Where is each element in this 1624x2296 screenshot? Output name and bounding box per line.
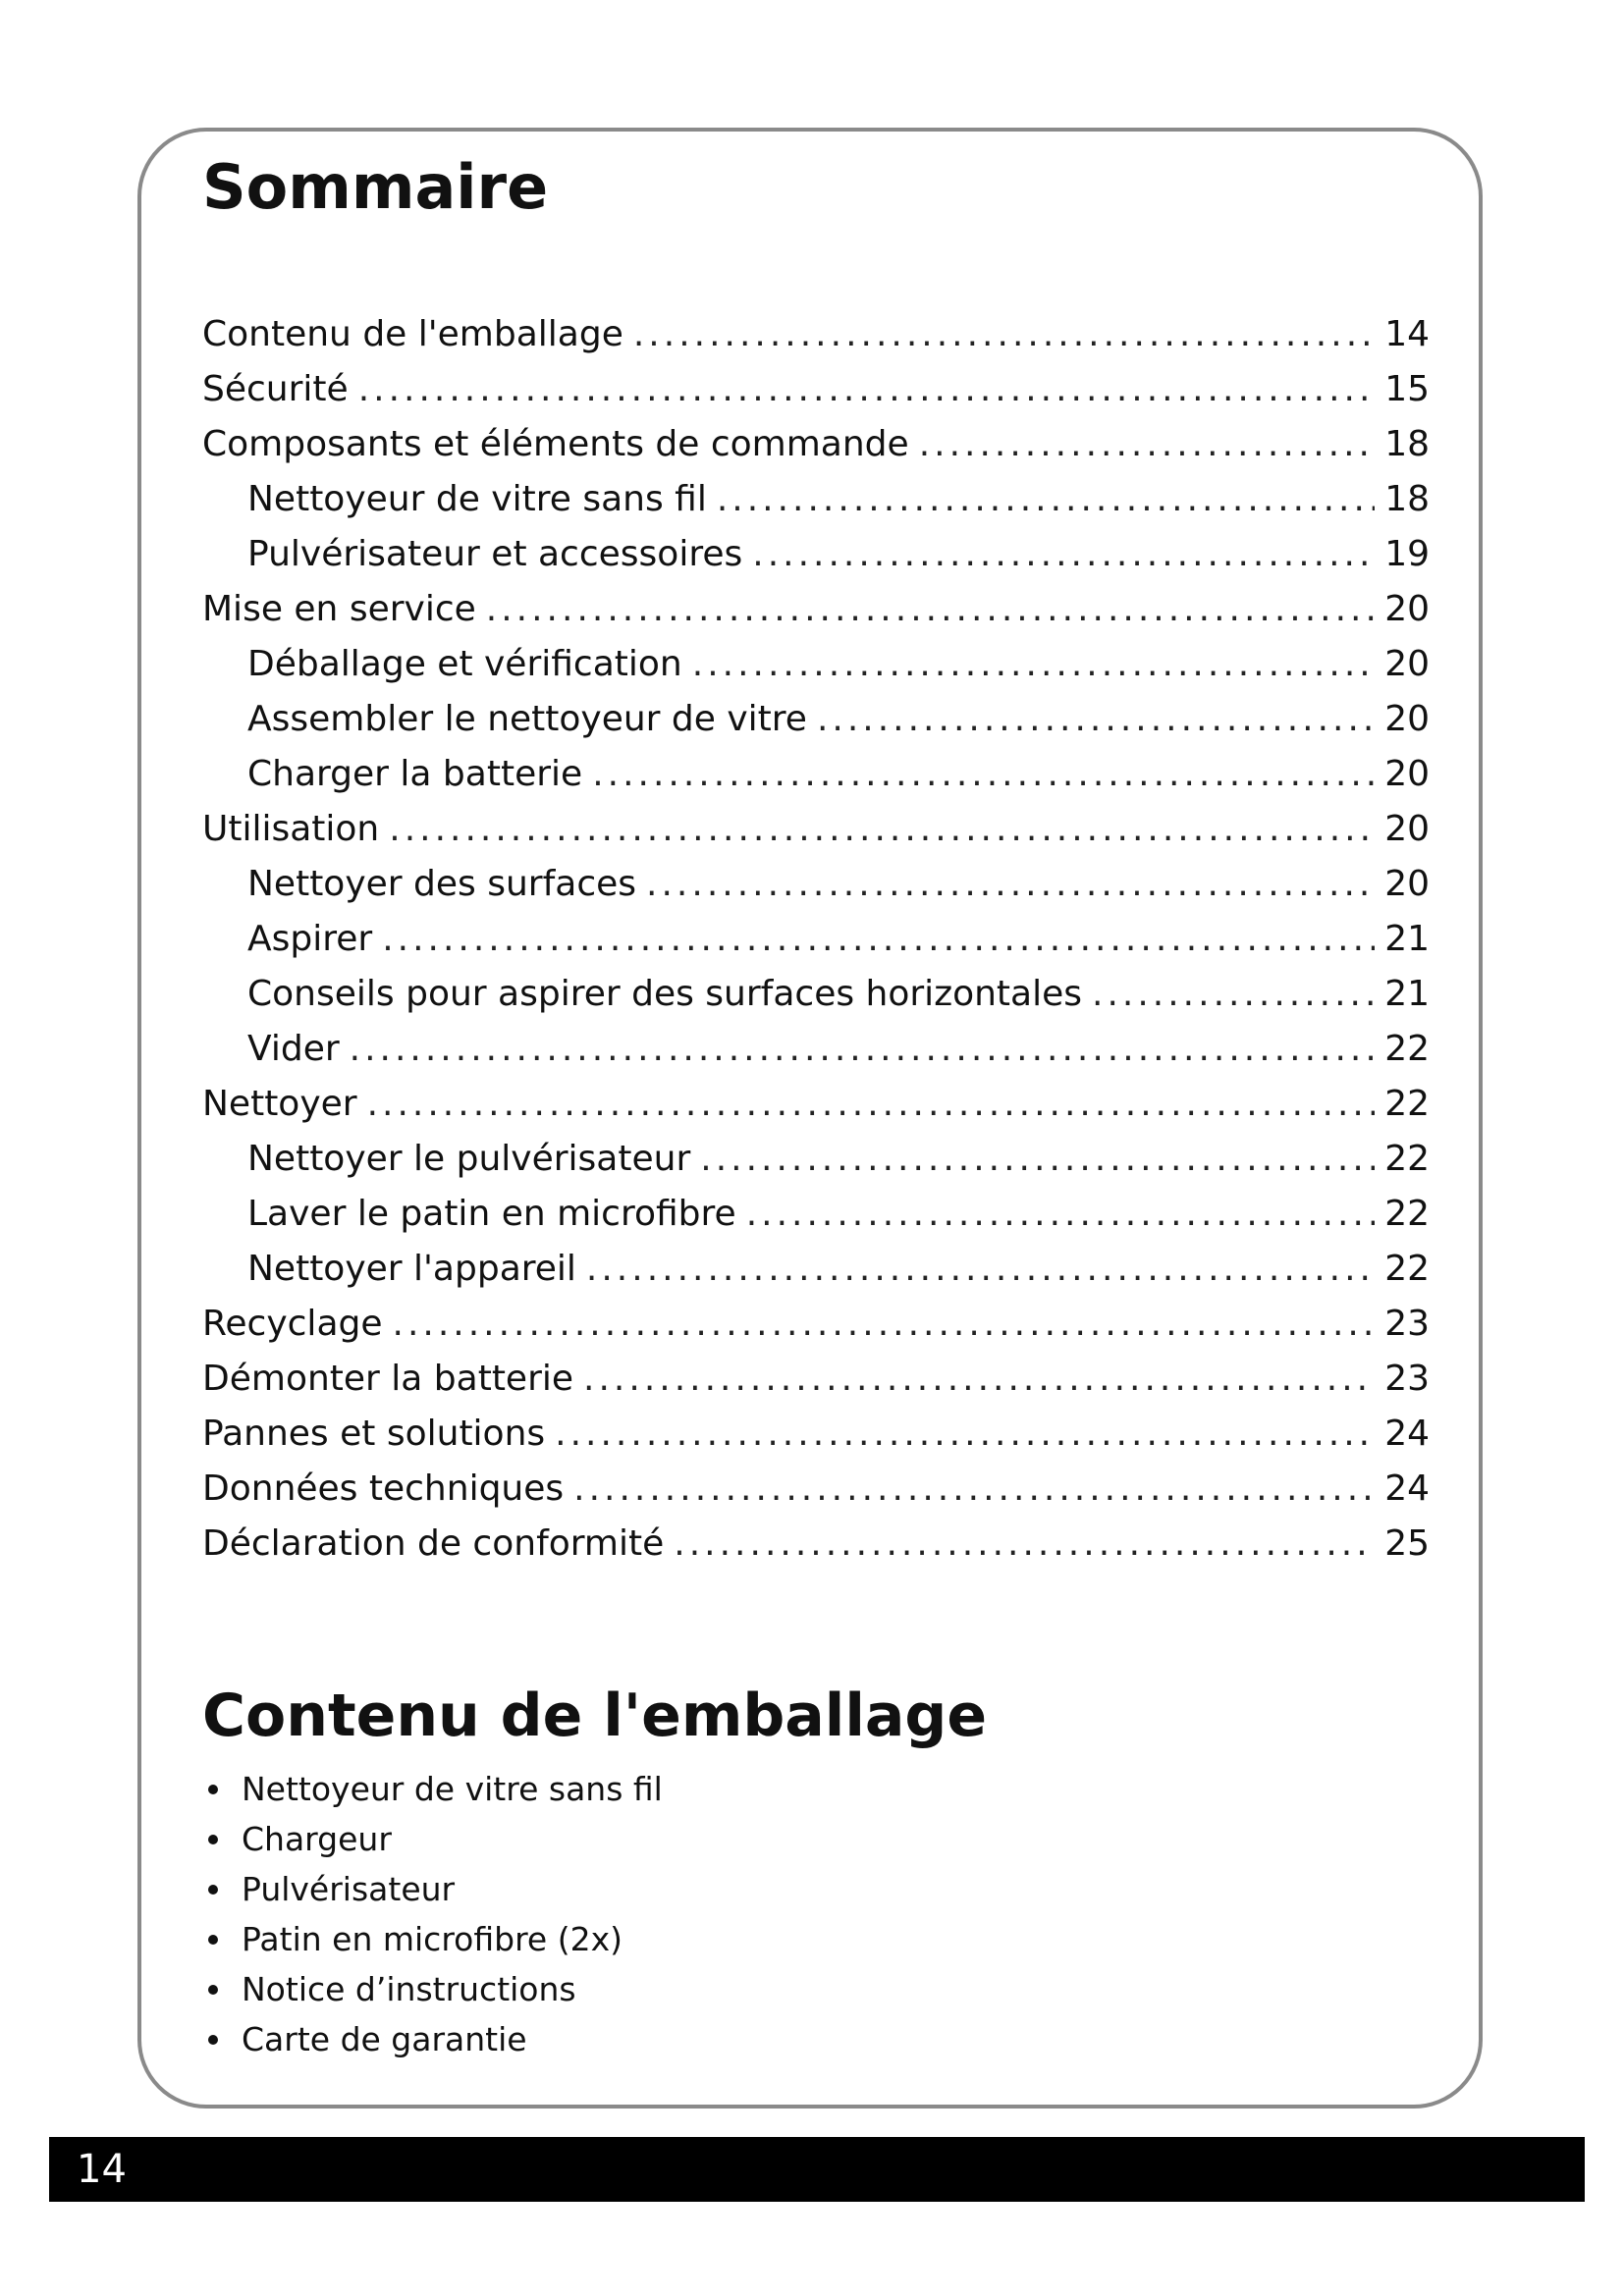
toc-dot-leader bbox=[752, 527, 1375, 582]
toc-entry[interactable] bbox=[202, 1242, 1430, 1297]
toc-dot-leader bbox=[817, 692, 1375, 747]
toc-entry-label: Nettoyeur de vitre sans fil bbox=[247, 479, 707, 519]
toc-entry[interactable] bbox=[202, 472, 1430, 527]
toc-entry[interactable] bbox=[202, 1132, 1430, 1187]
package-contents-item-label: Notice d’instructions bbox=[242, 1970, 576, 2008]
toc-entry[interactable] bbox=[202, 307, 1430, 362]
toc-entry[interactable] bbox=[202, 1517, 1430, 1572]
toc-entry-page: 20 bbox=[1384, 754, 1430, 794]
toc-entry-page: 25 bbox=[1384, 1523, 1430, 1564]
toc-entry-label: Contenu de l'emballage bbox=[202, 314, 623, 354]
toc-dot-leader bbox=[389, 802, 1375, 857]
toc-entry-page: 20 bbox=[1384, 644, 1430, 684]
toc-entry-page: 22 bbox=[1384, 1139, 1430, 1179]
toc-entry-label: Recyclage bbox=[202, 1304, 383, 1344]
toc-dot-leader bbox=[555, 1407, 1375, 1462]
package-contents-item bbox=[202, 1964, 663, 2014]
package-contents-item-label: Pulvérisateur bbox=[242, 1870, 456, 1908]
toc-entry-page: 21 bbox=[1384, 919, 1430, 959]
toc-dot-leader bbox=[746, 1187, 1375, 1242]
toc-dot-leader bbox=[573, 1462, 1375, 1517]
toc-entry[interactable] bbox=[202, 362, 1430, 417]
toc-entry[interactable] bbox=[202, 912, 1430, 967]
bullet-icon bbox=[208, 1835, 218, 1844]
page-number: 14 bbox=[77, 2147, 127, 2192]
toc-dot-leader bbox=[692, 637, 1375, 692]
toc-dot-leader bbox=[700, 1132, 1375, 1187]
package-contents-item-label: Nettoyeur de vitre sans fil bbox=[242, 1770, 663, 1808]
toc-entry-page: 20 bbox=[1384, 864, 1430, 904]
toc-entry-label: Déclaration de conformité bbox=[202, 1523, 665, 1564]
toc-entry[interactable] bbox=[202, 637, 1430, 692]
toc-entry-label: Nettoyer bbox=[202, 1084, 357, 1124]
toc-entry[interactable] bbox=[202, 802, 1430, 857]
toc-entry[interactable] bbox=[202, 1187, 1430, 1242]
toc-dot-leader bbox=[633, 307, 1375, 362]
toc-entry-page: 22 bbox=[1384, 1194, 1430, 1234]
package-contents-item-label: Carte de garantie bbox=[242, 2020, 527, 2058]
toc-entry[interactable] bbox=[202, 582, 1430, 637]
bullet-icon bbox=[208, 1885, 218, 1895]
toc-entry-page: 14 bbox=[1384, 314, 1430, 354]
toc-dot-leader bbox=[674, 1517, 1375, 1572]
toc-entry-label: Assembler le nettoyeur de vitre bbox=[247, 699, 807, 739]
toc-entry-label: Charger la batterie bbox=[247, 754, 583, 794]
package-contents-item-label: Patin en microfibre (2x) bbox=[242, 1920, 623, 1958]
toc-entry[interactable] bbox=[202, 857, 1430, 912]
toc-dot-leader bbox=[583, 1352, 1375, 1407]
toc-entry-page: 23 bbox=[1384, 1359, 1430, 1399]
toc-entry[interactable] bbox=[202, 417, 1430, 472]
toc-title: Sommaire bbox=[202, 151, 549, 223]
toc-dot-leader bbox=[382, 912, 1375, 967]
toc-entry-label: Nettoyer le pulvérisateur bbox=[247, 1139, 691, 1179]
toc-entry-page: 20 bbox=[1384, 699, 1430, 739]
toc-entry-page: 22 bbox=[1384, 1029, 1430, 1069]
toc-entry-label: Données techniques bbox=[202, 1468, 565, 1509]
toc-dot-leader bbox=[350, 1022, 1376, 1077]
toc-entry[interactable] bbox=[202, 1297, 1430, 1352]
toc-entry[interactable] bbox=[202, 747, 1430, 802]
toc-entry-page: 18 bbox=[1384, 424, 1430, 464]
toc-entry-label: Sécurité bbox=[202, 369, 349, 409]
package-contents-item bbox=[202, 1864, 663, 1914]
toc-list bbox=[202, 307, 1430, 1572]
toc-dot-leader bbox=[586, 1242, 1375, 1297]
package-contents-item bbox=[202, 1814, 663, 1864]
toc-entry-page: 18 bbox=[1384, 479, 1430, 519]
toc-entry-label: Démonter la batterie bbox=[202, 1359, 574, 1399]
toc-entry-label: Aspirer bbox=[247, 919, 373, 959]
toc-entry[interactable] bbox=[202, 1407, 1430, 1462]
bullet-icon bbox=[208, 2035, 218, 2045]
toc-dot-leader bbox=[1092, 967, 1375, 1022]
toc-entry-page: 21 bbox=[1384, 974, 1430, 1014]
toc-dot-leader bbox=[367, 1077, 1376, 1132]
toc-entry-page: 23 bbox=[1384, 1304, 1430, 1344]
toc-entry-label: Vider bbox=[247, 1029, 340, 1069]
toc-entry-page: 22 bbox=[1384, 1084, 1430, 1124]
bullet-icon bbox=[208, 1985, 218, 1995]
package-contents-item bbox=[202, 1914, 663, 1964]
toc-entry-page: 20 bbox=[1384, 809, 1430, 849]
toc-entry-label: Mise en service bbox=[202, 589, 476, 629]
toc-entry-page: 22 bbox=[1384, 1249, 1430, 1289]
toc-entry-label: Pannes et solutions bbox=[202, 1414, 546, 1454]
toc-dot-leader bbox=[919, 417, 1376, 472]
toc-entry[interactable] bbox=[202, 1352, 1430, 1407]
package-contents-title: Contenu de l'emballage bbox=[202, 1682, 988, 1750]
bullet-icon bbox=[208, 1935, 218, 1945]
toc-entry-page: 15 bbox=[1384, 369, 1430, 409]
toc-entry-label: Nettoyer des surfaces bbox=[247, 864, 637, 904]
toc-entry-label: Nettoyer l'appareil bbox=[247, 1249, 576, 1289]
toc-dot-leader bbox=[358, 362, 1376, 417]
toc-entry-label: Utilisation bbox=[202, 809, 380, 849]
toc-dot-leader bbox=[486, 582, 1375, 637]
toc-entry-page: 20 bbox=[1384, 589, 1430, 629]
toc-entry-page: 24 bbox=[1384, 1468, 1430, 1509]
footer-bar bbox=[49, 2137, 1585, 2202]
toc-entry-page: 24 bbox=[1384, 1414, 1430, 1454]
toc-entry[interactable] bbox=[202, 1022, 1430, 1077]
package-contents-item bbox=[202, 2014, 663, 2064]
toc-entry-label: Pulvérisateur et accessoires bbox=[247, 534, 743, 574]
toc-dot-leader bbox=[646, 857, 1375, 912]
package-contents-list bbox=[202, 1764, 663, 2064]
toc-entry-label: Déballage et vérification bbox=[247, 644, 682, 684]
toc-entry-page: 19 bbox=[1384, 534, 1430, 574]
toc-dot-leader bbox=[393, 1297, 1376, 1352]
toc-entry[interactable] bbox=[202, 692, 1430, 747]
package-contents-item bbox=[202, 1764, 663, 1814]
toc-entry[interactable] bbox=[202, 527, 1430, 582]
toc-entry[interactable] bbox=[202, 967, 1430, 1022]
toc-dot-leader bbox=[717, 472, 1375, 527]
toc-entry[interactable] bbox=[202, 1077, 1430, 1132]
toc-entry[interactable] bbox=[202, 1462, 1430, 1517]
toc-entry-label: Composants et éléments de commande bbox=[202, 424, 909, 464]
toc-entry-label: Conseils pour aspirer des surfaces horizontales bbox=[247, 974, 1083, 1014]
package-contents-item-label: Chargeur bbox=[242, 1820, 392, 1858]
toc-entry-label: Laver le patin en microfibre bbox=[247, 1194, 736, 1234]
bullet-icon bbox=[208, 1785, 218, 1794]
toc-dot-leader bbox=[592, 747, 1375, 802]
